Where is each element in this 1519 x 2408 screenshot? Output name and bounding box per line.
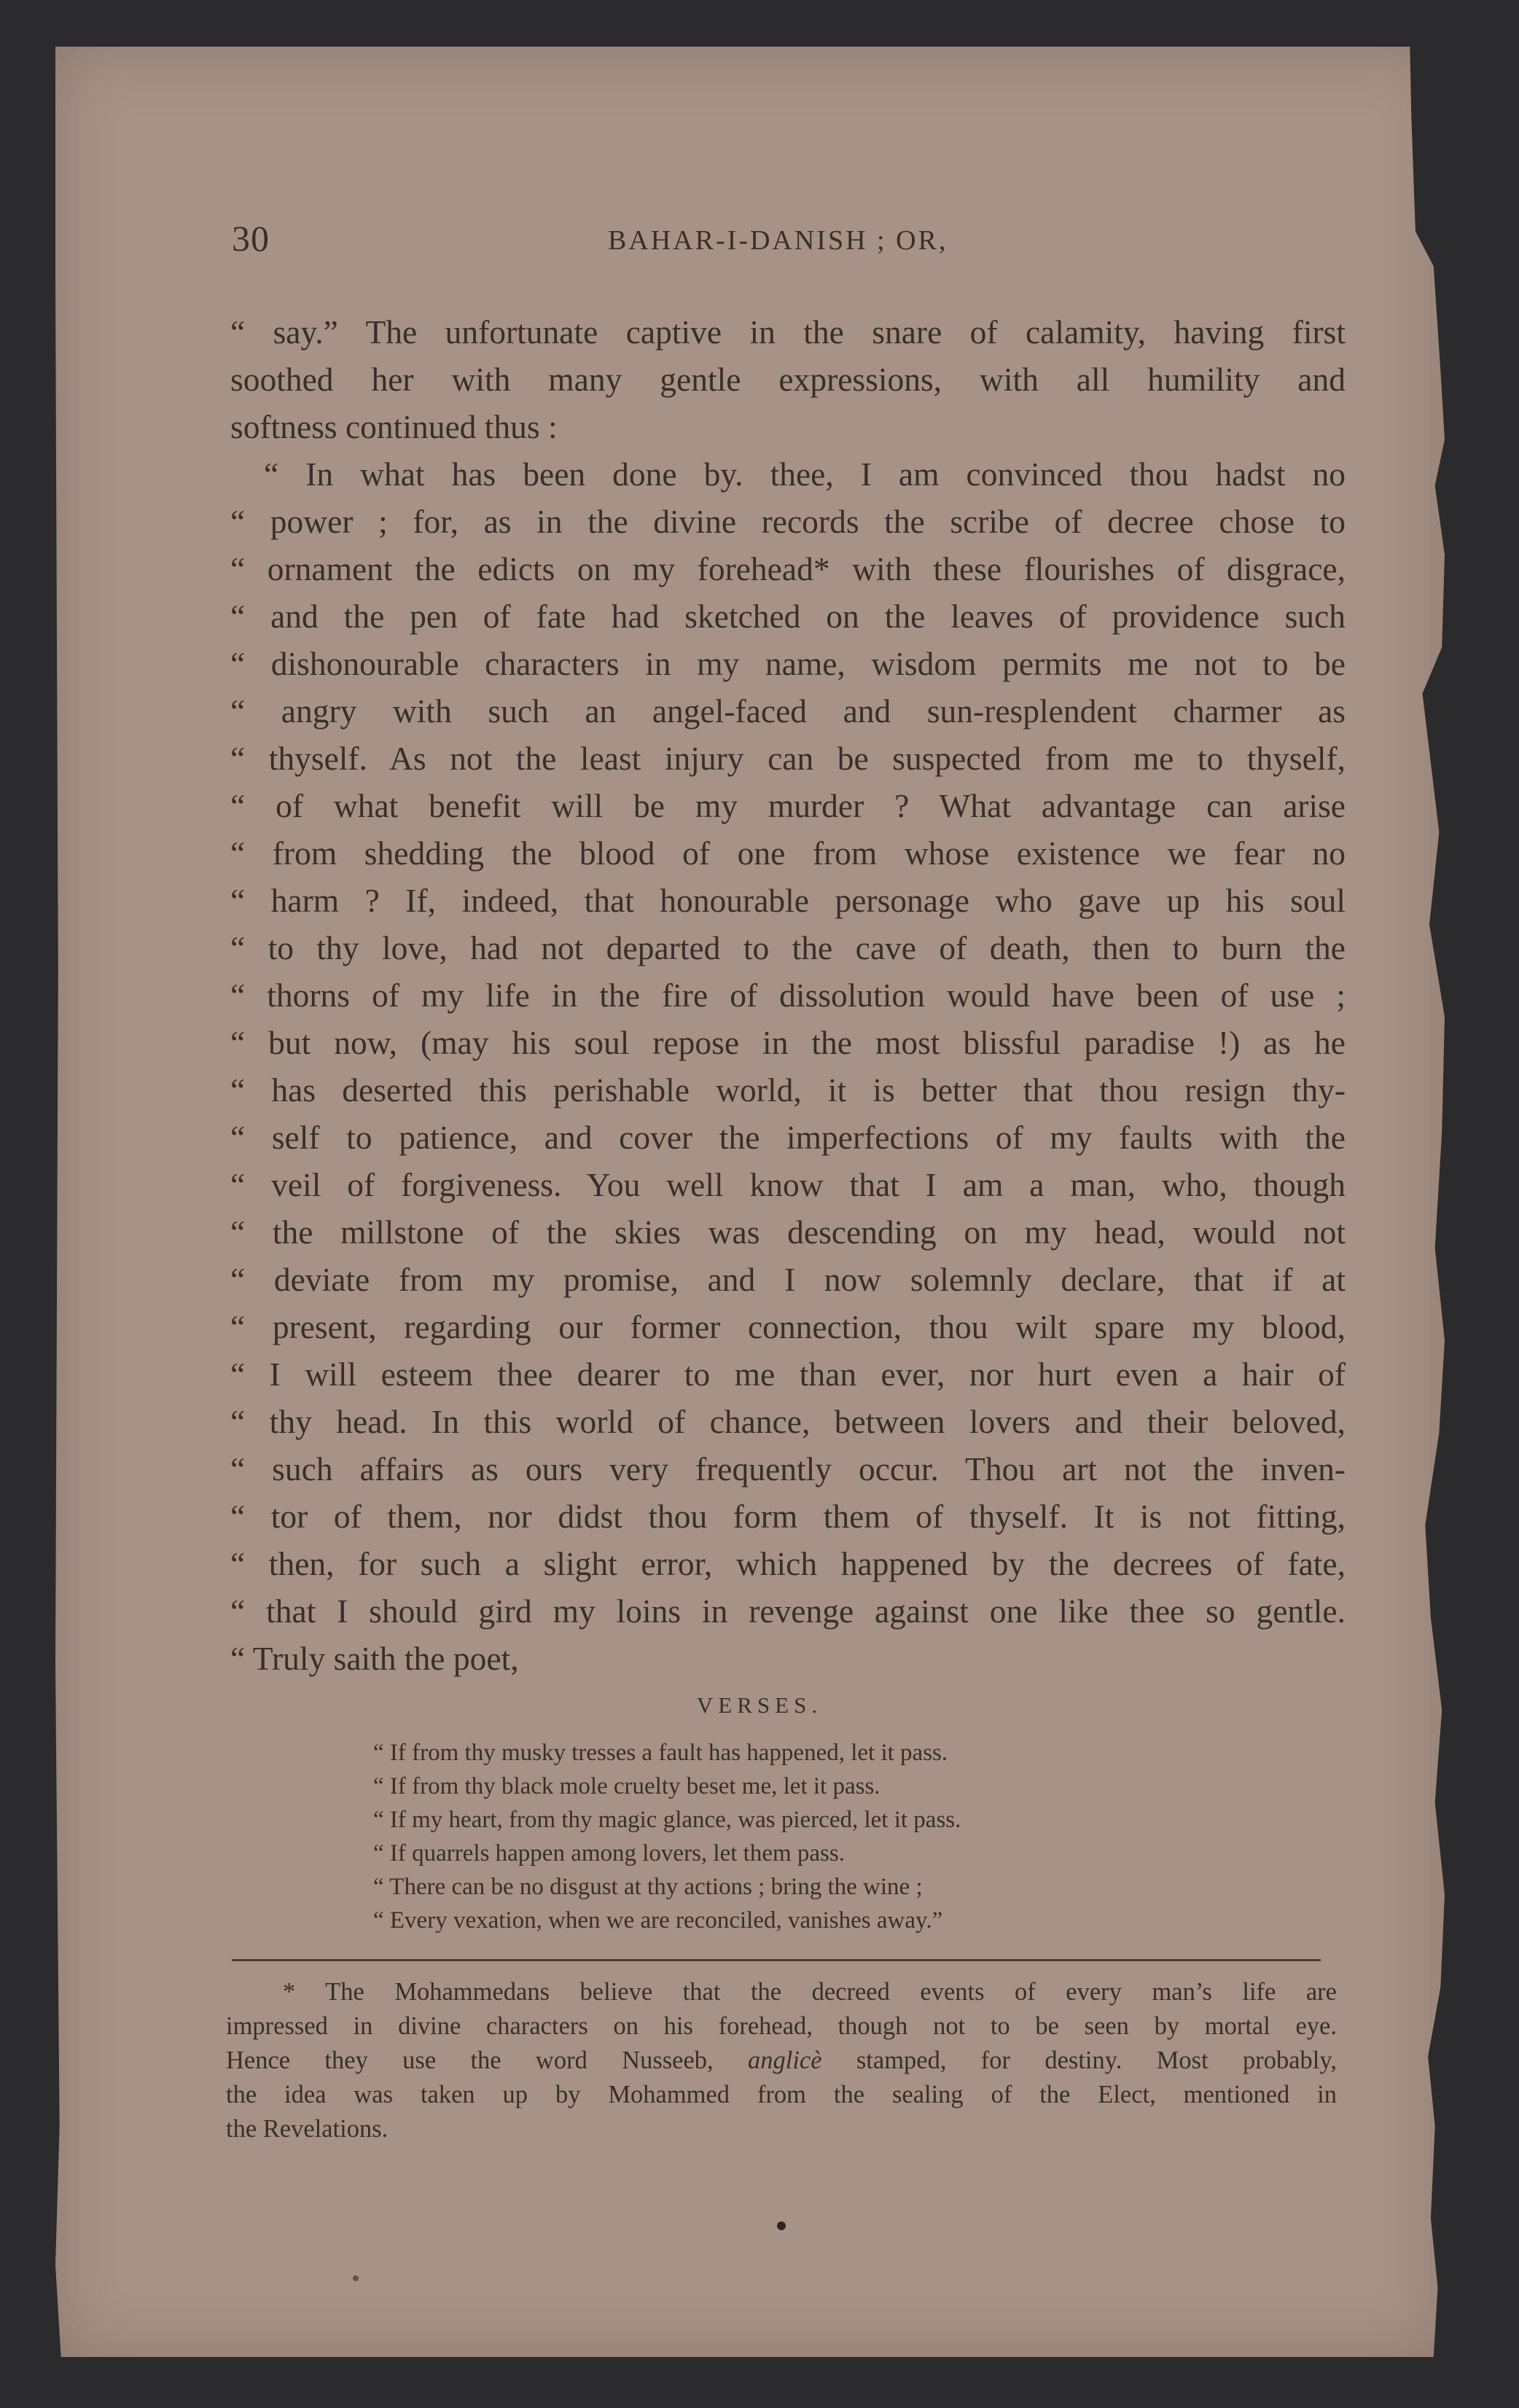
body-line: “ such affairs as ours very frequently occur. Thou art not the inven- xyxy=(230,1450,1346,1488)
footnote-line: * The Mohammedans believe that the decreed events of every man’s life are xyxy=(283,1978,1337,2006)
footnote-line: the idea was taken up by Mohammed from the sealing of the Elect, mentioned in xyxy=(226,2081,1337,2108)
body-line: “ and the pen of fate had sketched on the leaves of providence such xyxy=(230,598,1346,635)
page-number: 30 xyxy=(232,218,270,259)
body-line: softness continued thus : xyxy=(230,408,558,445)
body-line: “ dishonourable characters in my name, wisdom permits me not to be xyxy=(230,645,1346,682)
body-line: “ Truly saith the poet, xyxy=(230,1640,519,1677)
body-line: “ that I should gird my loins in revenge against one like thee so gentle. xyxy=(230,1592,1346,1630)
body-line: “ I will esteem thee dearer to me than ever, nor hurt even a hair of xyxy=(230,1356,1346,1393)
footnote-text: stamped, for destiny. Most probably, xyxy=(821,2047,1338,2074)
verse-line: “ If from thy black mole cruelty beset me, let it pass. xyxy=(373,1773,880,1799)
body-line: “ of what benefit will be my murder ? What advantage can arise xyxy=(230,787,1346,824)
body-line: “ tor of them, nor didst thou form them of thyself. It is not fitting, xyxy=(230,1498,1346,1535)
body-line: “ self to patience, and cover the imperfections of my faults with the xyxy=(230,1119,1346,1156)
body-line: “ angry with such an angel-faced and sun-resplendent charmer as xyxy=(230,692,1346,730)
body-line: “ veil of forgiveness. You well know that I am a man, who, though xyxy=(230,1166,1346,1203)
body-line: “ the millstone of the skies was descending on my head, would not xyxy=(230,1213,1346,1251)
body-line: “ present, regarding our former connection, thou wilt spare my blood, xyxy=(230,1308,1346,1345)
footnote-line: impressed in divine characters on his forehead, though not to be seen by mortal eye. xyxy=(226,2012,1337,2040)
footnote-line: the Revelations. xyxy=(226,2115,388,2143)
body-line: “ thyself. As not the least injury can be suspected from me to thyself, xyxy=(230,740,1346,777)
running-head: BAHAR-I-DANISH ; OR, xyxy=(608,225,948,256)
verse-line: “ There can be no disgust at thy actions ; bring the wine ; xyxy=(373,1874,923,1900)
body-line: “ harm ? If, indeed, that honourable personage who gave up his soul xyxy=(230,882,1346,919)
body-line: “ thorns of my life in the fire of dissolution would have been of use ; xyxy=(230,977,1346,1014)
footnote-rule xyxy=(232,1959,1321,1961)
verse-line: “ Every vexation, when we are reconciled, vanishes away.” xyxy=(373,1907,943,1934)
body-line: “ from shedding the blood of one from whose existence we fear no xyxy=(230,834,1346,872)
footnote-italic-word: anglicè xyxy=(748,2047,822,2074)
footnote-line xyxy=(226,2044,1337,2078)
body-line: “ has deserted this perishable world, it is better that thou resign thy- xyxy=(230,1071,1346,1109)
verse-line: “ If from thy musky tresses a fault has happened, let it pass. xyxy=(373,1740,948,1766)
body-line: “ say.” The unfortunate captive in the snare of calamity, having first xyxy=(230,313,1346,351)
body-line: “ to thy love, had not departed to the cave of death, then to burn the xyxy=(230,929,1346,966)
verse-line: “ If my heart, from thy magic glance, was pierced, let it pass. xyxy=(373,1807,961,1833)
footnote-text: Hence they use the word Nusseeb, xyxy=(226,2047,749,2074)
ink-speck xyxy=(353,2275,359,2281)
verse-line: “ If quarrels happen among lovers, let them pass. xyxy=(373,1840,845,1866)
body-line: “ then, for such a slight error, which happened by the decrees of fate, xyxy=(230,1545,1346,1582)
body-line: “ ornament the edicts on my forehead* with these flourishes of disgrace, xyxy=(230,550,1346,587)
body-line: “ but now, (may his soul repose in the most blissful paradise !) as he xyxy=(230,1024,1346,1061)
verses-heading: VERSES. xyxy=(696,1692,823,1718)
body-line: “ power ; for, as in the divine records the scribe of decree chose to xyxy=(230,503,1346,540)
body-line: “ In what has been done by. thee, I am convinced thou hadst no xyxy=(264,456,1346,493)
body-line: “ deviate from my promise, and I now solemnly declare, that if at xyxy=(230,1261,1346,1298)
body-line: “ thy head. In this world of chance, between lovers and their beloved, xyxy=(230,1403,1346,1440)
body-line: soothed her with many gentle expressions, with all humility and xyxy=(230,361,1346,398)
ink-dot xyxy=(777,2221,786,2230)
